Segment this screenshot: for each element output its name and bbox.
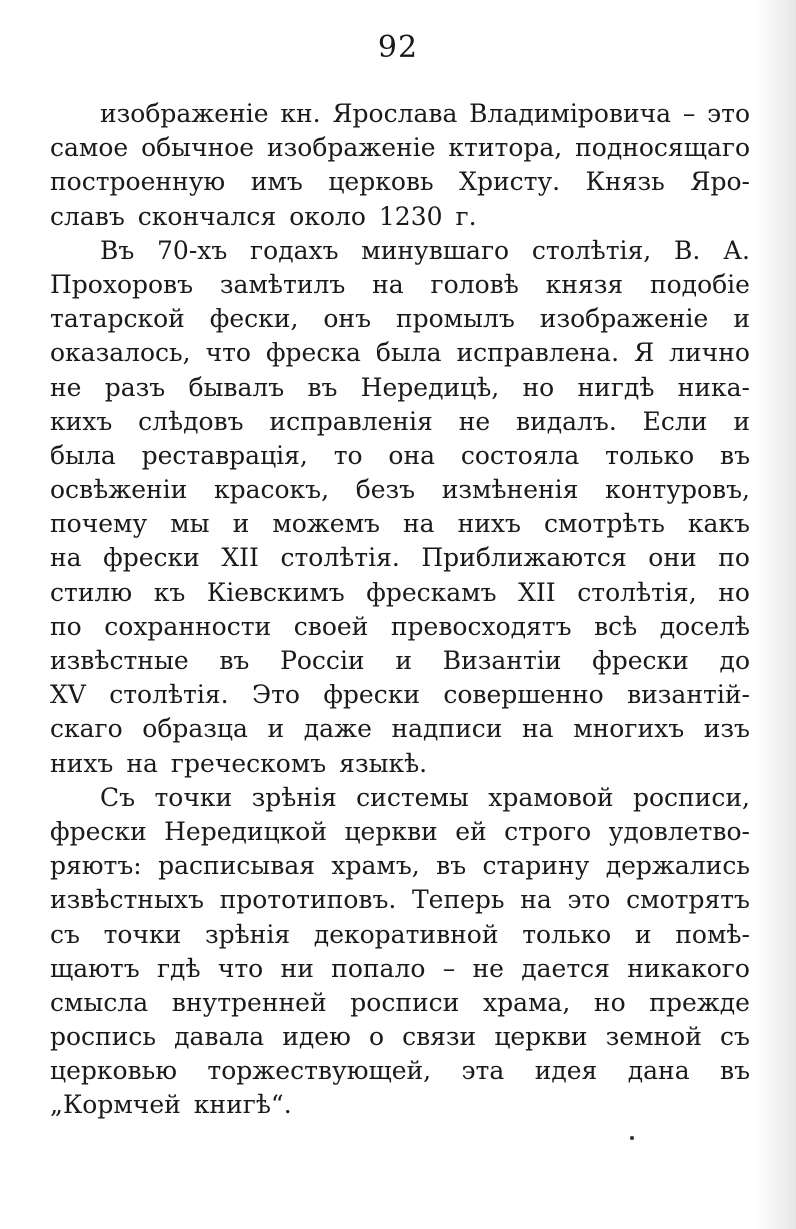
word: нихъ	[50, 748, 114, 778]
word: но	[718, 577, 750, 607]
word: построенную	[50, 167, 226, 197]
text-line	[50, 302, 750, 336]
word: –	[682, 99, 696, 128]
word: они	[648, 543, 697, 573]
word: то	[333, 440, 363, 470]
word: не	[472, 953, 504, 983]
word: Нередицѣ,	[360, 372, 500, 402]
word: на	[520, 885, 552, 915]
word: къ	[153, 577, 186, 607]
body-text	[50, 97, 750, 1123]
word: около	[289, 201, 366, 231]
word: въ	[307, 372, 338, 402]
word: зрѣнiя	[251, 782, 337, 812]
word: церкви	[344, 816, 438, 846]
word: декоративной	[313, 919, 499, 949]
word: изображенiе	[539, 304, 709, 334]
word: смысла	[50, 987, 149, 1017]
word: фески,	[209, 304, 299, 334]
word: точки	[103, 919, 182, 949]
word: держались	[605, 851, 750, 881]
word: росписи	[350, 987, 460, 1017]
word: щаютъ	[50, 953, 140, 983]
word: дается	[521, 953, 610, 983]
word: смотрятъ	[626, 885, 750, 915]
word: Если	[642, 406, 708, 436]
word: связи	[402, 1022, 477, 1052]
text-line	[50, 507, 750, 541]
word: не	[50, 372, 82, 402]
word: и	[634, 919, 652, 949]
word: надписи	[391, 714, 503, 744]
word: сохранности	[104, 611, 272, 641]
word: языкѣ.	[339, 748, 428, 778]
word: удовлетво-	[608, 816, 750, 846]
word: подносящаго	[575, 133, 750, 163]
word: въ	[720, 440, 750, 470]
text-line	[50, 883, 750, 917]
word: 70-хъ	[157, 235, 228, 265]
word: подобiе	[649, 269, 750, 299]
word: измѣненiя	[441, 475, 579, 505]
word: и	[267, 714, 285, 744]
word: 1230	[378, 201, 443, 231]
text-line	[50, 541, 750, 575]
word: и	[232, 509, 250, 539]
word: Византiи	[442, 646, 562, 675]
word: князя	[545, 269, 624, 299]
word: скончался	[137, 201, 277, 231]
text-line	[50, 371, 750, 405]
word: Россiи	[280, 646, 365, 675]
word: татарской	[50, 304, 185, 334]
word: прототиповъ.	[219, 885, 397, 915]
word: славъ	[50, 201, 125, 231]
word: фреска	[265, 338, 361, 368]
word: стилю	[50, 577, 133, 607]
word: прежде	[649, 987, 750, 1017]
word: ни	[280, 953, 314, 983]
text-line	[50, 644, 750, 678]
word: разъ	[104, 372, 166, 402]
word: смотрѣть	[543, 509, 665, 539]
word: не	[458, 406, 491, 436]
word: помѣ-	[675, 919, 750, 949]
text-line	[50, 678, 750, 712]
word: фрески	[103, 543, 200, 573]
word: роспись	[50, 1022, 156, 1052]
word: минувшаго	[361, 235, 510, 265]
word: Прохоровъ	[50, 269, 194, 299]
word: только	[522, 919, 612, 949]
word: фрескамъ	[366, 577, 497, 607]
word: Ярослава	[332, 99, 458, 128]
word: промылъ	[395, 304, 515, 334]
word: была	[375, 338, 442, 368]
word: никакого	[627, 953, 750, 983]
text-line	[50, 849, 750, 883]
word: давала	[174, 1022, 265, 1052]
word: Приближаются	[421, 543, 627, 573]
word: ктитора,	[448, 133, 563, 163]
word: это	[707, 99, 750, 128]
word: храмовой	[488, 782, 614, 812]
word: зрѣнiя	[204, 919, 291, 949]
word: фрески	[592, 646, 689, 675]
text-line	[50, 405, 750, 439]
word: что	[217, 953, 264, 983]
word: столѣтiя.	[109, 680, 229, 710]
word: но	[593, 987, 626, 1017]
text-line	[50, 131, 750, 165]
word: Это	[251, 680, 300, 710]
word: изъ	[703, 714, 750, 744]
word: и	[733, 304, 750, 334]
text-line	[50, 610, 750, 644]
word: доселѣ	[659, 611, 750, 641]
word: годахъ	[250, 235, 339, 265]
word: до	[719, 646, 750, 675]
word: попало	[331, 953, 426, 983]
text-line	[50, 781, 750, 815]
word: она	[388, 440, 436, 470]
word: никa-	[677, 372, 750, 402]
word: освѣженiи	[50, 475, 188, 505]
word: была	[50, 440, 116, 470]
word: идея	[534, 1056, 598, 1086]
word: что	[205, 338, 251, 368]
word: кихъ	[50, 406, 113, 436]
word: земной	[605, 1022, 702, 1052]
text-line	[50, 234, 750, 268]
word: на	[126, 748, 158, 778]
word: росписи,	[632, 782, 750, 812]
word: самое	[50, 133, 129, 163]
word: контуровъ,	[605, 475, 750, 505]
word: и	[733, 406, 750, 436]
word: столѣтiя,	[531, 235, 652, 265]
word: книгѣ“.	[193, 1090, 292, 1120]
word: старину	[482, 851, 590, 881]
word: о	[368, 1022, 384, 1052]
word: столѣтiя.	[280, 543, 400, 573]
word: церковью	[50, 1056, 178, 1086]
word: XII	[221, 543, 259, 573]
word: Нередицкой	[164, 816, 327, 846]
word: всѣ	[594, 611, 638, 641]
word: съ	[50, 919, 80, 949]
word: онъ	[323, 304, 371, 334]
word: церкви	[494, 1022, 588, 1052]
word: Князь	[585, 167, 665, 197]
word: оказалось,	[50, 338, 191, 368]
word: храмъ,	[331, 851, 420, 881]
word: системы	[356, 782, 469, 812]
word: ряютъ:	[50, 851, 142, 881]
word: церковь	[328, 167, 434, 197]
text-line	[50, 1088, 750, 1122]
text-line	[50, 268, 750, 302]
word: столѣтiя,	[577, 577, 697, 607]
word: Яро-	[690, 167, 750, 197]
word: Христу.	[459, 167, 561, 197]
word: идею	[282, 1022, 351, 1052]
word: XV	[50, 680, 86, 710]
word: бывалъ	[188, 372, 285, 402]
word: въ	[720, 1056, 750, 1086]
word: но	[522, 372, 555, 402]
word: состояла	[460, 440, 580, 470]
word: г.	[455, 201, 477, 231]
word: реставрацiя,	[141, 440, 308, 470]
word: нигдѣ	[577, 372, 655, 402]
word: точки	[154, 782, 233, 812]
text-line	[50, 1020, 750, 1054]
text-line	[50, 918, 750, 952]
word: кн.	[280, 99, 321, 128]
word: греческомъ	[170, 748, 327, 778]
word: въ	[436, 851, 467, 881]
word: дана	[627, 1056, 690, 1086]
word: красокъ,	[213, 475, 330, 505]
word: скаго	[50, 714, 123, 744]
word: эта	[461, 1056, 505, 1086]
word: на	[522, 714, 554, 744]
text-line	[50, 576, 750, 610]
text-line	[50, 986, 750, 1020]
word: можемъ	[272, 509, 380, 539]
word: совершенно	[443, 680, 604, 710]
word: лично	[669, 338, 750, 368]
word: имъ	[250, 167, 303, 197]
word: слѣдовъ	[138, 406, 244, 436]
word: это	[567, 885, 611, 915]
word: исправленiя	[269, 406, 433, 436]
word: XII	[518, 577, 556, 607]
word: на	[372, 269, 404, 299]
word: на	[403, 509, 435, 539]
word: по	[718, 543, 750, 573]
word: по	[50, 611, 82, 641]
text-line	[50, 336, 750, 370]
text-line	[50, 97, 750, 131]
text-line	[50, 1054, 750, 1088]
word: замѣтилъ	[219, 269, 346, 299]
word: даже	[303, 714, 372, 744]
word: фрески	[50, 816, 147, 846]
text-line	[50, 952, 750, 986]
word: въ	[219, 646, 250, 675]
word: –	[442, 953, 456, 983]
text-line	[50, 165, 750, 199]
word: А.	[723, 235, 750, 265]
word: изображенiе	[100, 99, 269, 128]
word: Въ	[100, 235, 135, 265]
word: ей	[455, 816, 487, 846]
word: обычное	[141, 133, 255, 163]
word: Кiевскимъ	[206, 577, 345, 607]
word: исправлена.	[456, 338, 620, 368]
word: головѣ	[430, 269, 519, 299]
word: многихъ	[573, 714, 685, 744]
word: какъ	[687, 509, 750, 539]
word: съ	[719, 1022, 750, 1052]
word: и	[395, 646, 412, 675]
word: гдѣ	[156, 953, 201, 983]
text-line	[50, 439, 750, 473]
word: внутренней	[171, 987, 327, 1017]
text-line	[50, 712, 750, 746]
word: извѣстныхъ	[50, 885, 204, 915]
ink-speck	[630, 1136, 634, 1140]
word: строго	[504, 816, 592, 846]
word: фрески	[323, 680, 420, 710]
word: на	[50, 543, 82, 573]
word: образца	[142, 714, 248, 744]
word: Съ	[100, 782, 136, 812]
word: расписывая	[158, 851, 315, 881]
word: видалъ.	[516, 406, 617, 436]
word: Я	[633, 338, 655, 368]
word: превосходятъ	[390, 611, 572, 641]
page-edge-shadow	[756, 0, 796, 1229]
word: Владимiровича	[469, 99, 672, 128]
word: мы	[170, 509, 210, 539]
word: безъ	[355, 475, 416, 505]
word: торжествующей,	[207, 1056, 432, 1086]
word: византiй-	[627, 680, 750, 710]
word: „Кормчей	[50, 1090, 181, 1120]
word: В.	[674, 235, 701, 265]
word: почему	[50, 509, 148, 539]
word: своей	[293, 611, 369, 641]
text-line	[50, 200, 750, 234]
word: храма,	[482, 987, 571, 1017]
word: извѣстные	[50, 646, 189, 675]
page-number: 92	[377, 30, 419, 65]
text-line	[50, 815, 750, 849]
text-line	[50, 473, 750, 507]
word: нихъ	[457, 509, 521, 539]
word: изображенiе	[266, 133, 436, 163]
word: Теперь	[412, 885, 505, 915]
word: только	[605, 440, 695, 470]
text-line	[50, 747, 750, 781]
